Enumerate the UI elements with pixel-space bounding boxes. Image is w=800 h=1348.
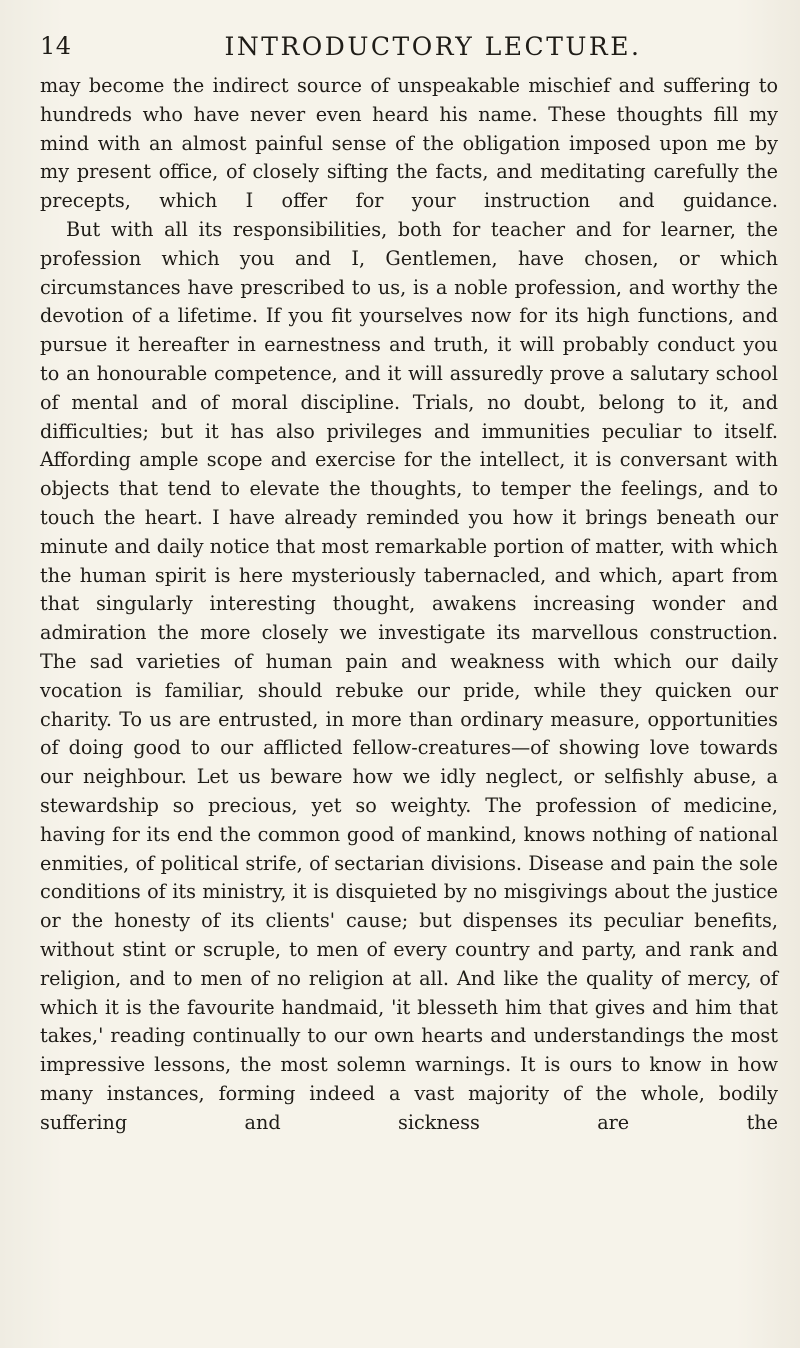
body-text bbox=[40, 72, 778, 1137]
paragraph: may become the indirect source of unspeakable mischief and suffering to hundreds who have never even heard his name. These thoughts fill my mind with an almost painful sense of the obligation imposed upon me by my present office, of closely sifting the facts, and meditating carefully the precepts, which I offer for your instruction and guidance. bbox=[40, 74, 778, 213]
page-header bbox=[38, 22, 778, 62]
page-number: 14 bbox=[40, 32, 72, 60]
paragraph: But with all its responsibilities, both for teacher and for learner, the profession which you and I, Gentlemen, have chosen, or which circumstances have prescribed to us, is a noble profession, and worthy the devotion of a lifetime. If you fit yourselves now for its high functions, and pursue it hereafter in earnestness and truth, it will probably conduct you to an honourable competence, and it will assuredly prove a salutary school of mental and of moral discipline. Trials, no doubt, belong to it, and difficulties; but it has also privileges and immunities peculiar to itself. Affording ample scope and exercise for the intellect, it is conversant with objects that tend to elevate the thoughts, to temper the feelings, and to touch the heart. I have already reminded you how it brings beneath our minute and daily notice that most remarkable portion of matter, with which the human spirit is here mysteriously tabernacled, and which, apart from that singularly interesting thought, awakens increasing wonder and admiration the more closely we investigate its marvellous construction. The sad varieties of human pain and weakness with which our daily vocation is familiar, should rebuke our pride, while they quicken our charity. To us are entrusted, in more than ordinary measure, opportunities of doing good to our afflicted fellow-creatures—of showing love towards our neighbour. Let us beware how we idly neglect, or selfishly abuse, a stewardship so precious, yet so weighty. The profession of medicine, having for its end the common good of mankind, knows nothing of national enmities, of political strife, of sectarian divisions. Disease and pain the sole conditions of its ministry, it is disquieted by no misgivings about the justice or the honesty of its clients' cause; but dispenses its peculiar benefits, without stint or scruple, to men of every country and party, and rank and religion, and to men of no religion at all. And like the quality of mercy, of which it is the favourite handmaid, 'it blesseth him that gives and him that takes,' reading continually to our own hearts and understandings the most impressive lessons, the most solemn warnings. It is ours to know in how many instances, forming indeed a vast majority of the whole, bodily suffering and sickness are the bbox=[40, 217, 778, 1134]
running-head: INTRODUCTORY LECTURE. bbox=[224, 32, 642, 61]
